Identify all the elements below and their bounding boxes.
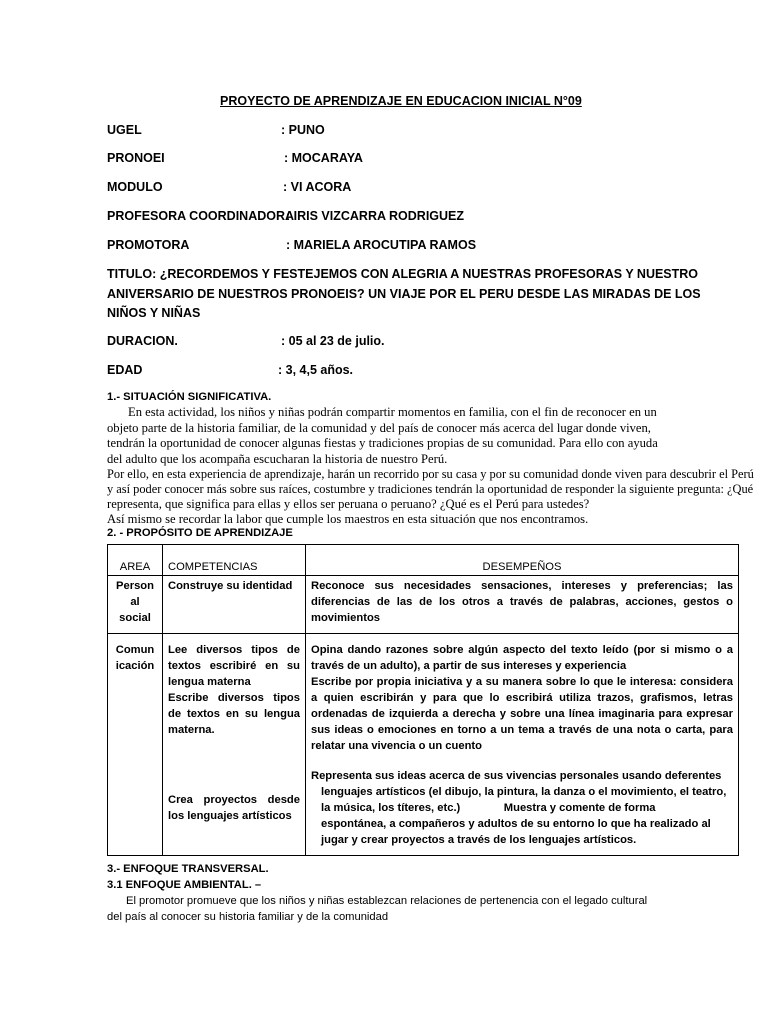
section3-subheading: 3.1 ENFOQUE AMBIENTAL. – (107, 879, 262, 891)
header-desempenos: DESEMPEÑOS (306, 545, 739, 576)
desempeno-text: espontánea, a compañeros y adultos de su entorno lo que ha realizado al (321, 818, 711, 830)
area-text: Person (116, 580, 154, 592)
field-value-profesora: : IRIS VIZCARRA RODRIGUEZ (286, 209, 465, 223)
competencia-text: Crea proyectos desde los lenguajes artísticos (168, 794, 300, 822)
section1-line: representa, que significa para ellas y ellos ser peruana o peruano? ¿Qué es el Perú para ustedes? (107, 497, 590, 511)
header-competencias: COMPETENCIAS (163, 545, 306, 576)
section1-line: Por ello, en esta experiencia de aprendizaje, harán un recorrido por su casa y por su comunidad donde viven para descubrir el Perú (107, 467, 754, 481)
area-text: Comun (115, 644, 155, 656)
area-text: social (119, 612, 151, 624)
desempeno-text: lenguajes artísticos (el dibujo, la pintura, la danza o el movimiento, el teatro, (321, 786, 727, 798)
field-value-pronoei: : MOCARAYA (284, 151, 363, 165)
table-row (108, 576, 739, 634)
field-label-profesora: PROFESORA COORDINADORA (107, 209, 295, 223)
titulo-line-3: NIÑOS Y NIÑAS (107, 306, 201, 320)
section1-line: del adulto que los acompaña escucharan la historia de nuestro Perú. (107, 452, 448, 466)
field-label-modulo: MODULO (107, 180, 163, 194)
field-label-ugel: UGEL (107, 123, 142, 137)
competencia-text: Lee diversos tipos de textos escribiré en su lengua materna (168, 644, 300, 688)
desempeno-text: la música, los títeres, etc.) Muestra y comente de forma (321, 802, 656, 814)
desempeno-text: Escribe por propia iniciativa y a su manera sobre lo que le interesa: considera a quien escribirán y para que lo escribirá utiliza trazos, grafismos, letras ordenadas de izquierda a derecha y sobre una línea imaginaria para expresar sus ideas o emociones en torno a un tema a través de una nota o carta, para relatar una vivencia o un cuento (311, 676, 733, 752)
edad-label: EDAD (107, 363, 143, 377)
header-area: AREA (108, 545, 163, 576)
titulo-line-2: ANIVERSARIO DE NUESTROS PRONOEIS? UN VIAJE POR EL PERU DESDE LAS MIRADAS DE LOS (107, 287, 701, 301)
titulo-line-1: TITULO: ¿RECORDEMOS Y FESTEJEMOS CON ALEGRIA A NUESTRAS PROFESORAS Y NUESTRO (107, 267, 699, 281)
area-text: icación (115, 660, 155, 672)
field-value-ugel: : PUNO (281, 123, 325, 137)
competencia-cell: Construye su identidad (163, 576, 306, 634)
area-cell-comunicacion (108, 634, 163, 856)
duracion-label: DURACION. (107, 334, 178, 348)
area-cell-personal-social (108, 576, 163, 634)
desempeno-cell (306, 634, 739, 856)
duracion-value: : 05 al 23 de julio. (281, 334, 385, 348)
section2-heading: 2. - PROPÓSITO DE APRENDIZAJE (107, 527, 293, 539)
table-header-row (108, 545, 739, 576)
competencia-text: Escribe diversos tipos de textos en su lengua materna. (168, 692, 300, 736)
edad-value: : 3, 4,5 años. (278, 363, 354, 377)
table-row (108, 634, 739, 856)
desempeno-cell: Reconoce sus necesidades sensaciones, intereses y preferencias; las diferencias de las de los otros a través de palabras, acciones, gestos o movimientos (306, 576, 739, 634)
section1-line: Así mismo se recordar la labor que cumple los maestros en esta situación que nos encontramos. (107, 512, 589, 526)
section3-heading: 3.- ENFOQUE TRANSVERSAL. (107, 863, 269, 875)
document-title: PROYECTO DE APRENDIZAJE EN EDUCACION INICIAL N°09 (220, 94, 582, 108)
section3-line: El promotor promueve que los niños y niñas establezcan relaciones de pertenencia con el legado cultural (126, 895, 648, 907)
field-value-promotora: : MARIELA AROCUTIPA RAMOS (286, 238, 477, 252)
desempeno-text: Opina dando razones sobre algún aspecto del texto leído (por si mismo o a través de un adulto), a partir de sus intereses y experiencia (311, 644, 733, 672)
competencia-cell (163, 634, 306, 856)
section1-heading: 1.- SITUACIÓN SIGNIFICATIVA. (107, 391, 272, 403)
area-text: al (130, 596, 140, 608)
desempeno-text: Representa sus ideas acerca de sus vivencias personales usando deferentes (311, 770, 722, 782)
section1-line: tendrán la oportunidad de conocer algunas fiestas y tradiciones propias de su comunidad. Para ello con ayuda (107, 436, 658, 450)
section3-line: del país al conocer su historia familiar y de la comunidad (107, 911, 389, 923)
section1-line: En esta actividad, los niños y niñas podrán compartir momentos en familia, con el fin de reconocer en un (128, 405, 657, 419)
field-label-promotora: PROMOTORA (107, 238, 190, 252)
field-label-pronoei: PRONOEI (107, 151, 165, 165)
section1-line: objeto parte de la historia familiar, de la comunidad y del país de conocer más acerca del lugar donde viven, (107, 421, 651, 435)
field-value-modulo: : VI ACORA (283, 180, 352, 194)
desempeno-text: jugar y crear proyectos a través de los lenguajes artísticos. (321, 834, 637, 846)
section1-line: y así poder conocer más sobre sus raíces, costumbre y tradiciones tendrán la oportunidad de responder la siguiente pregunta: ¿Qué (107, 482, 754, 496)
learning-purpose-table (107, 544, 739, 856)
